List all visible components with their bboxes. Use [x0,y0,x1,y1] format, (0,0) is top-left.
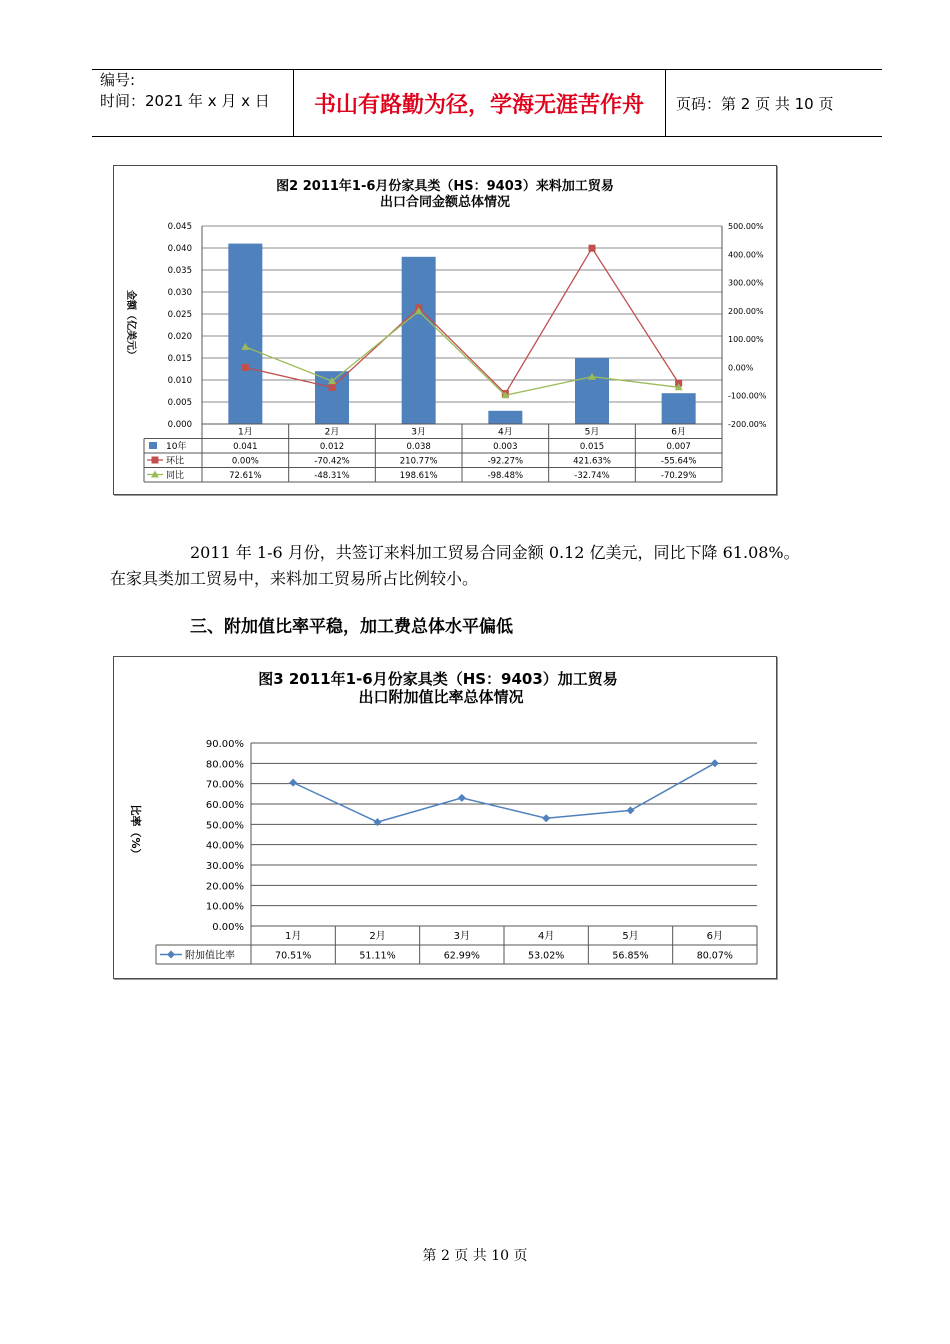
category-label: 2月 [324,427,340,438]
series-point [329,384,336,391]
body-paragraph [110,540,800,592]
chart-subtitle: 出口附加值比率总体情况 [358,688,524,706]
data-label: -55.64% [660,456,697,467]
series-point [711,759,719,767]
category-label: 3月 [453,931,471,942]
y2-tick-label: 200.00% [728,306,764,316]
time-label: 时间：2021 年 x 月 x 日 [100,92,270,110]
header-motto: 书山有路勤为径，学海无涯苦作舟 [313,92,644,118]
data-label: 0.003 [493,442,518,452]
y-tick-label: 0.020 [167,332,192,342]
y-tick-label: 0.025 [167,310,192,320]
y-tick-label: 60.00% [205,800,244,811]
body-paragraph-text: 2011 年 1-6 月份，共签订来料加工贸易合同金额 0.12 亿美元，同比下降 61.08%。在家具类加工贸易中，来料加工贸易所占比例较小。 [110,543,800,588]
data-label: 62.99% [443,950,480,962]
y-axis-label: 比率（%） [129,804,142,860]
y-tick-label: 0.045 [167,222,192,232]
legend-marker [167,951,175,959]
data-label: 0.00% [231,456,259,467]
series-point [374,818,382,826]
y2-tick-label: 500.00% [728,222,764,231]
chart-title: 图2 2011年1-6月份家具类（HS：9403）来料加工贸易 [276,179,614,194]
data-label: 53.02% [528,950,565,962]
data-label: -70.42% [314,456,350,467]
chart-title: 图3 2011年1-6月份家具类（HS：9403）加工贸易 [258,670,618,688]
y-tick-label: 0.015 [167,354,192,364]
y2-tick-label: 300.00% [728,278,764,288]
page-footer: 第 2 页 共 10 页 [422,1248,528,1264]
series-point [542,814,550,822]
category-label: 4月 [537,931,555,942]
y2-tick-label: 0.00% [728,363,754,373]
y-tick-label: 40.00% [205,840,244,852]
category-label: 5月 [622,931,639,942]
header-divider-right [665,69,666,136]
data-label: 0.012 [319,442,345,452]
y-tick-label: 70.00% [205,779,244,791]
chart-contract-amount-svg [114,166,776,494]
data-label: 80.07% [696,950,733,962]
y-tick-label: 90.00% [205,739,244,750]
y-axis-label: 金额（亿美元） [125,290,136,360]
y-tick-label: 80.00% [205,759,244,771]
legend-label: 环比 [166,456,185,467]
bar-3 [402,257,436,424]
chart-value-added-ratio-svg [114,657,776,978]
header-page-label: 页码：第 2 页 共 10 页 [676,95,834,113]
data-label: 56.85% [612,950,649,962]
legend-label: 附加值比率 [185,950,235,962]
legend-label: 10年 [166,442,187,452]
y2-tick-label: -100.00% [728,391,767,401]
legend-marker [152,457,159,464]
data-label: 0.015 [579,442,605,452]
y-tick-label: 0.010 [167,376,192,386]
section-heading: 三、附加值比率平稳，加工费总体水平偏低 [190,617,513,637]
category-label: 6月 [706,931,724,942]
data-label: -92.27% [487,456,524,467]
chart-value-added-ratio [113,656,777,979]
y-tick-label: 20.00% [205,881,244,893]
legend-swatch [149,442,157,449]
y-tick-label: 0.030 [167,288,192,298]
data-label: 0.041 [233,442,258,452]
data-label: 198.61% [399,471,438,481]
series-point [458,794,466,802]
data-label: 72.61% [229,471,262,481]
category-label: 1月 [284,931,302,942]
data-label: 0.038 [406,442,431,452]
bar-4 [488,411,522,424]
y-tick-label: 30.00% [205,861,244,872]
data-label: -32.74% [574,471,610,481]
y-tick-label: 50.00% [205,820,244,832]
category-label: 6月 [671,427,687,438]
data-label: -70.29% [660,471,697,481]
y-tick-label: 0.00% [212,922,244,933]
category-label: 2月 [369,931,386,942]
series-point [242,364,249,371]
chart-subtitle: 出口合同金额总体情况 [379,195,511,210]
header-bottom-rule [92,136,882,137]
bar-1 [228,244,262,424]
data-label: 421.63% [573,456,611,467]
y2-tick-label: -200.00% [728,420,767,429]
data-label: 210.77% [399,456,438,467]
serial-label: 编号: [100,71,136,89]
data-label: 0.007 [666,442,691,452]
y2-tick-label: 100.00% [728,335,764,345]
y-tick-label: 10.00% [205,901,244,913]
data-label: 51.11% [359,950,396,962]
y-tick-label: 0.000 [167,420,192,430]
series-line [293,763,715,822]
chart-contract-amount [113,165,777,495]
y-tick-label: 0.005 [167,398,192,408]
category-label: 5月 [584,427,600,438]
header-meta [100,70,270,112]
y-tick-label: 0.035 [167,266,192,276]
y2-tick-label: 400.00% [728,250,764,260]
category-label: 4月 [497,427,513,438]
y-tick-label: 0.040 [167,244,192,254]
category-label: 1月 [237,427,253,438]
data-label: -98.48% [487,471,524,481]
bar-5 [575,358,609,424]
data-label: -48.31% [314,471,350,481]
category-label: 3月 [411,427,427,438]
series-point [289,779,297,787]
data-label: 70.51% [275,950,312,962]
series-point [627,806,635,814]
bar-6 [662,393,696,424]
series-point [589,245,596,252]
legend-label: 同比 [166,471,185,481]
